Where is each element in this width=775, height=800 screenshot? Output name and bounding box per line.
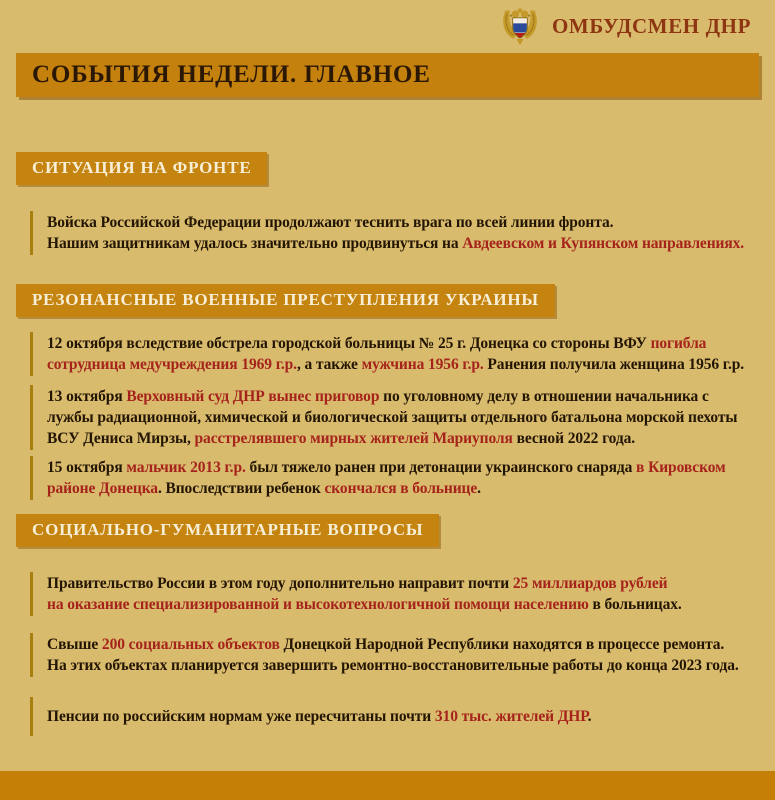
section-head-social xyxy=(16,514,759,547)
dnr-eagle-emblem-icon xyxy=(498,5,542,49)
org-name: ОМБУДСМЕН ДНР xyxy=(551,14,751,38)
paragraph-text: 12 октября вследствие обстрела городской больницы № 25 г. Донецка со стороны ВФУ погибла сотрудница медучреждения 1969 г.р., а также мужчина 1956 г.р. Ранения получила женщина 1956 г.р. xyxy=(47,335,745,373)
paragraph-oct15-boy-injured xyxy=(30,456,759,500)
paragraph-text: 15 октября мальчик 2013 г.р. был тяжело ранен при детонации украинского снаряда в Кировском районе Донецка. Впоследствии ребенок скончался в больнице. xyxy=(47,459,726,497)
paragraph-front-advance xyxy=(30,211,759,255)
page-header xyxy=(0,0,775,53)
section-title-front: СИТУАЦИЯ НА ФРОНТЕ xyxy=(16,152,267,185)
paragraph-text: Правительство России в этом году дополнительно направит почти 25 миллиардов рублей на оказание специализированной и высокотехнологичной помощи населению в больницах. xyxy=(47,575,682,613)
paragraph-text: 13 октября Верховный суд ДНР вынес приговор по уголовному делу в отношении начальника с лужбы радиационной, химической и биологической защиты отдельного батальона морской пехоты ВСУ Дениса Мирзы, расстрелявшего мирных жителей Мариуполя весной 2022 года. xyxy=(47,388,738,447)
section-head-war-crimes xyxy=(16,284,759,317)
paragraph-oct13-court-verdict xyxy=(30,385,759,450)
main-title-banner: СОБЫТИЯ НЕДЕЛИ. ГЛАВНОЕ xyxy=(16,53,759,97)
paragraph-pensions xyxy=(30,697,759,736)
paragraph-oct12-hospital-shelling xyxy=(30,332,759,376)
section-head-front xyxy=(16,152,759,185)
paragraph-text: Свыше 200 социальных объектов Донецкой Народной Республики находятся в процессе ремонта. На этих объектах планируется завершить ремонтно-восстановительные работы до конца 2023 года. xyxy=(47,636,739,674)
paragraph-social-objects-repair xyxy=(30,633,759,677)
footer-bar xyxy=(0,771,775,800)
section-title-social: СОЦИАЛЬНО-ГУМАНИТАРНЫЕ ВОПРОСЫ xyxy=(16,514,439,547)
paragraph-text: Пенсии по российским нормам уже пересчитаны почти 310 тыс. жителей ДНР. xyxy=(47,708,592,725)
paragraph-text: Войска Российской Федерации продолжают теснить врага по всей линии фронта. Нашим защитникам удалось значительно продвинуться на Авдеевском и Купянском направлениях. xyxy=(47,214,745,252)
paragraph-medical-funding xyxy=(30,572,759,616)
section-title-war-crimes: РЕЗОНАНСНЫЕ ВОЕННЫЕ ПРЕСТУПЛЕНИЯ УКРАИНЫ xyxy=(16,284,555,317)
